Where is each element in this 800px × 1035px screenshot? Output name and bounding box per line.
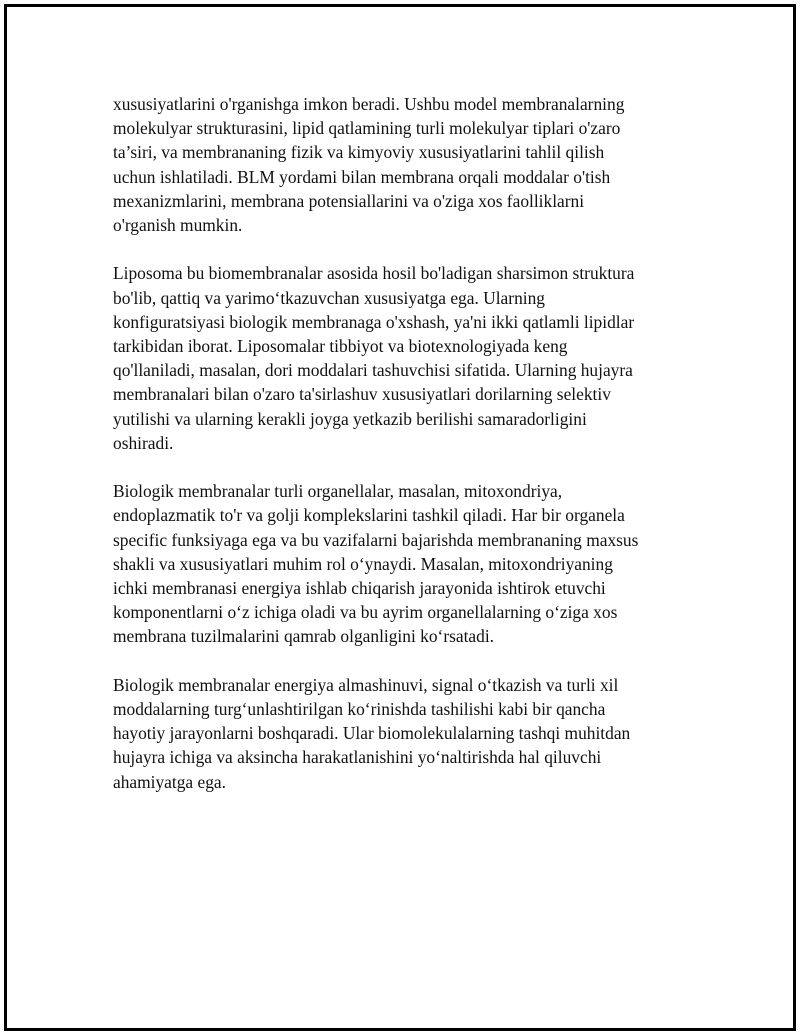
text-line: endoplazmatik to'r va golji komplekslarini tashkil qiladi. Har bir organela [113, 505, 625, 526]
text-line: qo'llaniladi, masalan, dori moddalari tashuvchisi sifatida. Ularning hujayra [113, 360, 633, 381]
text-line: tarkibidan iborat. Liposomalar tibbiyot va biotexnologiyada keng [113, 336, 568, 357]
text-line: xususiyatlarini o'rganishga imkon beradi. Ushbu model membranalarning [113, 94, 625, 114]
text-line: uchun ishlatiladi. BLM yordami bilan membrana orqali moddalar o'tish [113, 166, 611, 187]
text-line: ichki membranasi energiya ishlab chiqarish jarayonida ishtirok etuvchi [113, 578, 606, 599]
text-line: membranalari bilan o'zaro ta'sirlashuv xususiyatlari dorilarning selektiv [113, 384, 611, 405]
text-line: Liposoma bu biomembranalar asosida hosil bo'ladigan sharsimon struktura [113, 263, 635, 284]
document-body [113, 92, 693, 818]
text-line: hayotiy jarayonlarni boshqaradi. Ular biomolekulalarning tashqi muhitdan [113, 723, 631, 744]
paragraph-1 [113, 92, 693, 237]
text-line: mexanizmlarini, membrana potensiallarini va o'ziga xos faolliklarni [113, 190, 585, 211]
text-line: moddalarning turg‘unlashtirilgan ko‘rinishda tashilishi kabi bir qancha [113, 699, 606, 720]
text-line: Biologik membranalar turli organellalar, masalan, mitoxondriya, [113, 481, 563, 502]
text-line: shakli va xususiyatlari muhim rol o‘ynaydi. Masalan, mitoxondriyaning [113, 553, 613, 574]
text-line: bo'lib, qattiq va yarimo‘tkazuvchan xususiyatga ega. Ularning [113, 287, 545, 308]
text-line: o'rganish mumkin. [113, 215, 243, 236]
text-line: Biologik membranalar energiya almashinuvi, signal o‘tkazish va turli xil [113, 674, 619, 695]
text-line: specific funksiyaga ega va bu vazifalarni bajarishda membrananing maxsus [113, 529, 639, 550]
text-line: oshiradi. [113, 432, 174, 453]
text-line: ahamiyatga ega. [113, 771, 226, 792]
text-line: yutilishi va ularning kerakli joyga yetkazib berilishi samaradorligini [113, 408, 587, 429]
text-line: komponentlarni o‘z ichiga oladi va bu ayrim organellalarning o‘ziga xos [113, 602, 618, 623]
text-line: konfiguratsiyasi biologik membranaga o'xshash, ya'ni ikki qatlamli lipidlar [113, 311, 635, 332]
text-line: molekulyar strukturasini, lipid qatlamining turli molekulyar tiplari o'zaro [113, 118, 621, 139]
paragraph-3 [113, 479, 693, 648]
text-line: hujayra ichiga va aksincha harakatlanishini yo‘naltirishda hal qiluvchi [113, 747, 602, 768]
paragraph-4 [113, 673, 693, 794]
paragraph-2 [113, 261, 693, 455]
text-line: membrana tuzilmalarini qamrab olganligini ko‘rsatadi. [113, 626, 495, 647]
text-line: ta’siri, va membrananing fizik va kimyoviy xususiyatlarini tahlil qilish [113, 142, 605, 163]
